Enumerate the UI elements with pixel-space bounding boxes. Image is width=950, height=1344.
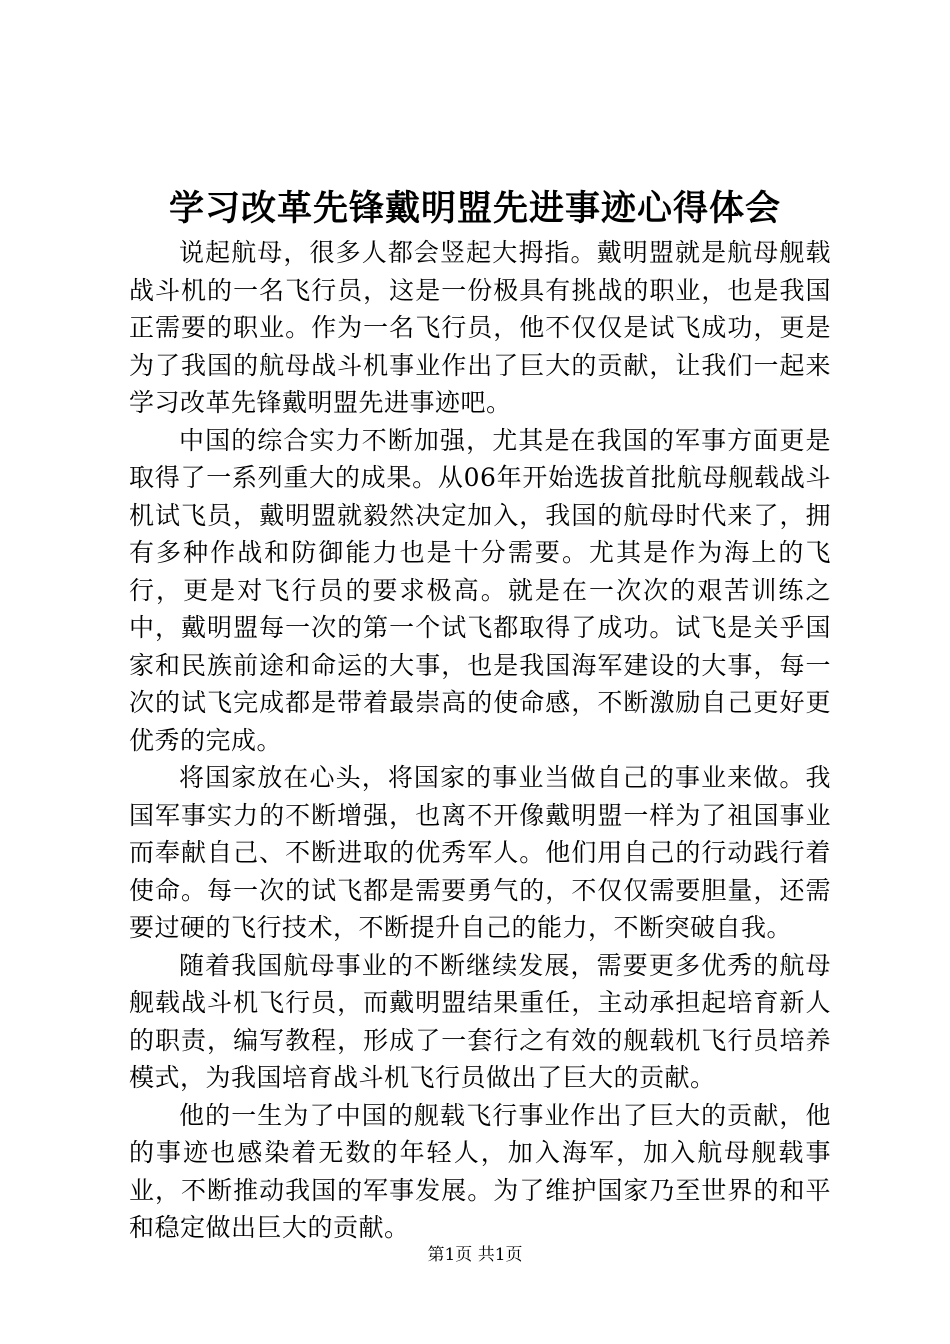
page-footer: 第1页 共1页 bbox=[427, 1245, 523, 1265]
document-body bbox=[129, 234, 831, 1247]
paragraph: 随着我国航母事业的不断继续发展，需要更多优秀的航母舰载战斗机飞行员，而戴明盟结果重任，主动承担起培育新人的职责，编写教程，形成了一套行之有效的舰载机飞行员培养模式，为我国培育战斗机飞行员做出了巨大的贡献。 bbox=[129, 950, 831, 1092]
document-title: 学习改革先锋戴明盟先进事迹心得体会 bbox=[168, 188, 781, 229]
paragraph: 说起航母，很多人都会竖起大拇指。戴明盟就是航母舰载战斗机的一名飞行员，这是一份极具有挑战的职业，也是我国正需要的职业。作为一名飞行员，他不仅仅是试飞成功，更是为了我国的航母战斗机事业作出了巨大的贡献，让我们一起来学习改革先锋戴明盟先进事迹吧。 bbox=[129, 238, 831, 417]
paragraph: 将国家放在心头，将国家的事业当做自己的事业来做。我国军事实力的不断增强，也离不开像戴明盟一样为了祖国事业而奉献自己、不断进取的优秀军人。他们用自己的行动践行着使命。每一次的试飞都是需要勇气的，不仅仅需要胆量，还需要过硬的飞行技术，不断提升自己的能力，不断突破自我。 bbox=[129, 763, 831, 942]
paragraph: 他的一生为了中国的舰载飞行事业作出了巨大的贡献，他的事迹也感染着无数的年轻人，加入海军，加入航母舰载事业，不断推动我国的军事发展。为了维护国家乃至世界的和平和稳定做出巨大的贡献。 bbox=[129, 1100, 831, 1242]
paragraph: 中国的综合实力不断加强，尤其是在我国的军事方面更是取得了一系列重大的成果。从06年开始选拔首批航母舰载战斗机试飞员，戴明盟就毅然决定加入，我国的航母时代来了，拥有多种作战和防御能力也是十分需要。尤其是作为海上的飞行，更是对飞行员的要求极高。就是在一次次的艰苦训练之中，戴明盟每一次的第一个试飞都取得了成功。试飞是关乎国家和民族前途和命运的大事，也是我国海军建设的大事，每一次的试飞完成都是带着最崇高的使命感，不断激励自己更好更优秀的完成。 bbox=[129, 425, 831, 755]
